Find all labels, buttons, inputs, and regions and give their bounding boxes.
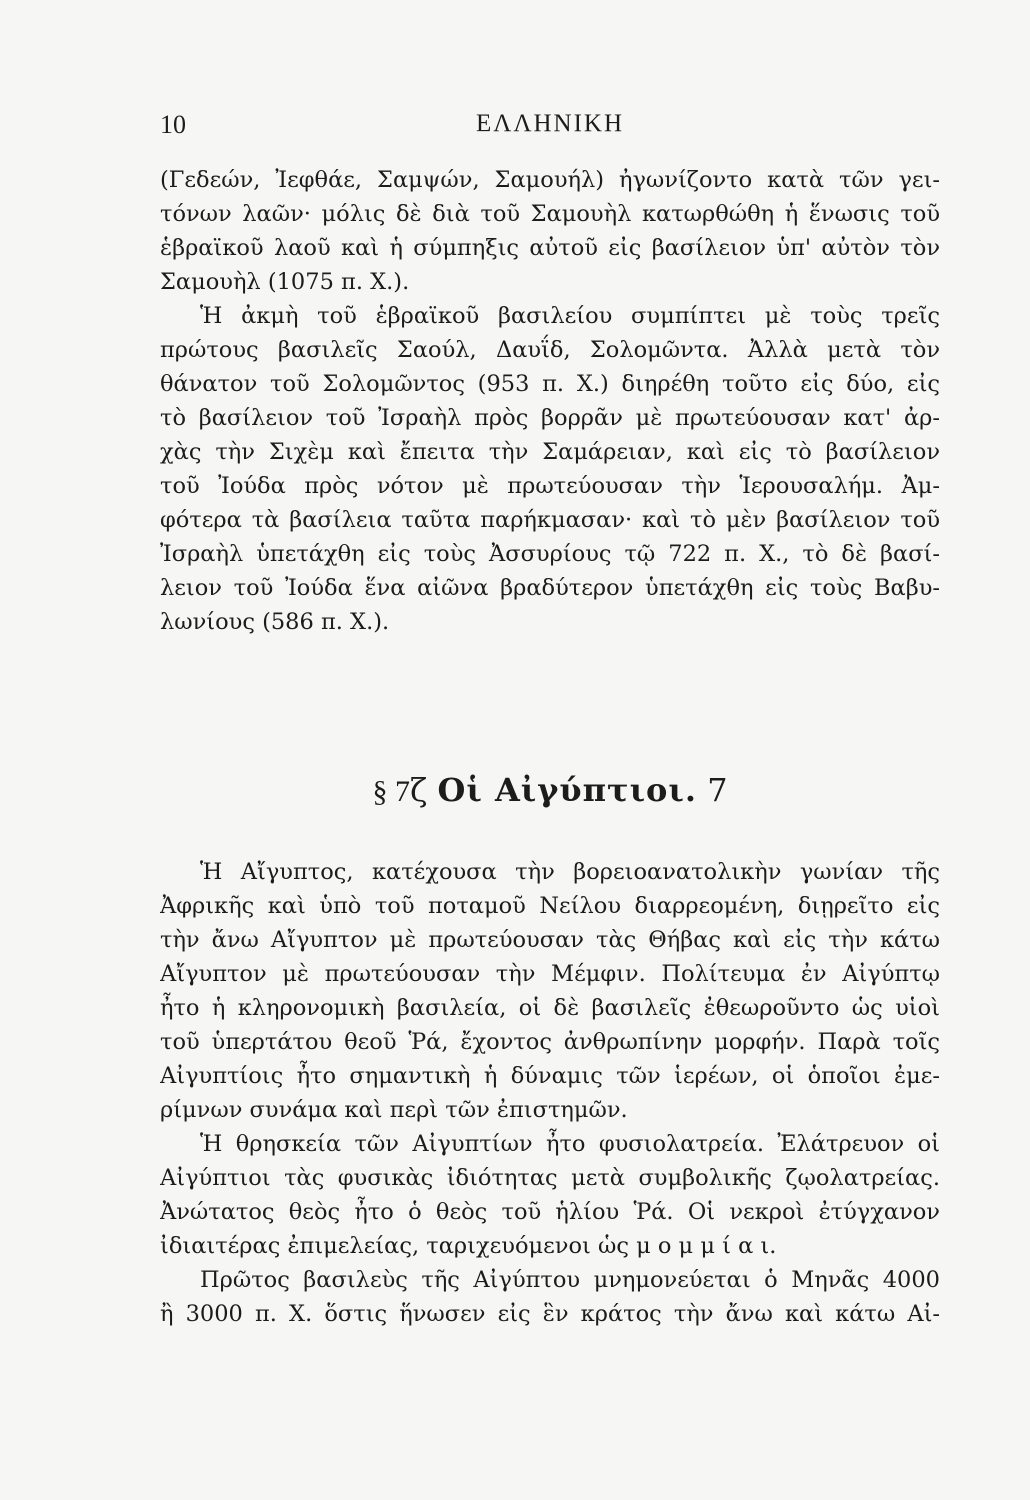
text-line: τόνων λαῶν· μόλις δὲ διὰ τοῦ Σαμουὴλ κατωρθώθη ἡ ἕνωσις τοῦ	[160, 201, 940, 227]
paragraph-2	[160, 299, 940, 639]
text-line: Ἡ Αἴγυπτος, κατέχουσα τὴν βορειοανατολικὴν γωνίαν τῆς	[200, 859, 940, 885]
text-line: λειον τοῦ Ἰούδα ἕνα αἰῶνα βραδύτερον ὑπετάχθη εἰς τοὺς Βαβυ-	[160, 575, 940, 601]
page-header	[160, 110, 940, 150]
text-line: Ἡ ἀκμὴ τοῦ ἑβραϊκοῦ βασιλείου συμπίπτει μὲ τοὺς τρεῖς	[200, 303, 940, 329]
text-line: ἑβραϊκοῦ λαοῦ καὶ ἡ σύμπηξις αὐτοῦ εἰς βασίλειον ὑπ' αὐτὸν τὸν	[160, 235, 940, 261]
pencil-mark-left: ζ	[409, 771, 428, 809]
text-line: ἰδιαιτέρας ἐπιμελείας, ταριχευόμενοι ὡς μ ο μ μ ί α ι.	[160, 1233, 777, 1259]
text-line: τοῦ ὑπερτάτου θεοῦ Ῥά, ἔχοντος ἀνθρωπίνην μορφήν. Παρὰ τοῖς	[160, 1029, 940, 1055]
text-line: Ἀνώτατος θεὸς ἦτο ὁ θεὸς τοῦ ἡλίου Ῥά. Οἱ νεκροὶ ἐτύγχανον	[160, 1199, 940, 1225]
text-line: λωνίους (586 π. Χ.).	[160, 609, 390, 635]
section-title: Οἱ Αἰγύπτιοι.	[437, 771, 698, 809]
text-line: Ἀφρικῆς καὶ ὑπὸ τοῦ ποταμοῦ Νείλου διαρρεομένη, διῃρεῖτο εἰς	[160, 893, 940, 919]
text-line: φότερα τὰ βασίλεια ταῦτα παρήκμασαν· καὶ τὸ μὲν βασίλειον τοῦ	[160, 507, 940, 533]
text-line: θάνατον τοῦ Σολομῶντος (953 π. Χ.) διηρέθη τοῦτο εἰς δύο, εἰς	[160, 371, 940, 397]
text-line: (Γεδεών, Ἰεφθάε, Σαμψών, Σαμουήλ) ἠγωνίζοντο κατὰ τῶν γει-	[160, 167, 940, 193]
text-line: Αἰγύπτιοι τὰς φυσικὰς ἰδιότητας μετὰ συμβολικῆς ζῳολατρείας.	[160, 1165, 940, 1191]
paragraph-3	[160, 855, 940, 1127]
text-line: ἦτο ἡ κληρονομικὴ βασιλεία, οἱ δὲ βασιλεῖς ἐθεωροῦντο ὡς υἱοὶ	[160, 995, 940, 1021]
pencil-mark-right: 7	[707, 771, 728, 809]
text-line: ρίμνων συνάμα καὶ περὶ τῶν ἐπιστημῶν.	[160, 1097, 628, 1123]
paragraph-1	[160, 163, 940, 299]
text-line: Πρῶτος βασιλεὺς τῆς Αἰγύπτου μνημονεύεται ὁ Μηνᾶς 4000	[200, 1267, 940, 1293]
section-heading	[160, 768, 940, 812]
text-line: Ἡ θρησκεία τῶν Αἰγυπτίων ἦτο φυσιολατρεία. Ἐλάτρευον οἱ	[200, 1131, 940, 1157]
text-line: τὴν ἄνω Αἴγυπτον μὲ πρωτεύουσαν τὰς Θήβας καὶ εἰς τὴν κάτω	[160, 927, 940, 953]
text-line: πρώτους βασιλεῖς Σαούλ, Δαυΐδ, Σολομῶντα. Ἀλλὰ μετὰ τὸν	[160, 337, 940, 363]
section-symbol: § 7	[372, 775, 410, 808]
text-line: χὰς τὴν Σιχὲμ καὶ ἔπειτα τὴν Σαμάρειαν, καὶ εἰς τὸ βασίλειον	[160, 439, 940, 465]
page-number: 10	[160, 110, 186, 139]
paragraph-4	[160, 1127, 940, 1263]
text-line: Αἴγυπτον μὲ πρωτεύουσαν τὴν Μέμφιν. Πολίτευμα ἐν Αἰγύπτῳ	[160, 961, 940, 987]
running-head: ΕΛΛΗΝΙΚΗ	[475, 110, 625, 137]
paragraph-5	[160, 1263, 940, 1331]
text-line: Ἰσραὴλ ὑπετάχθη εἰς τοὺς Ἀσσυρίους τῷ 722 π. Χ., τὸ δὲ βασί-	[160, 541, 940, 567]
text-line: ἢ 3000 π. Χ. ὅστις ἥνωσεν εἰς ἓν κράτος τὴν ἄνω καὶ κάτω Αἰ-	[160, 1301, 940, 1327]
text-line: τὸ βασίλειον τοῦ Ἰσραὴλ πρὸς βορρᾶν μὲ πρωτεύουσαν κατ' ἀρ-	[160, 405, 940, 431]
text-line: Αἰγυπτίοις ἦτο σημαντικὴ ἡ δύναμις τῶν ἱερέων, οἱ ὁποῖοι ἐμε-	[160, 1063, 940, 1089]
text-line: τοῦ Ἰούδα πρὸς νότον μὲ πρωτεύουσαν τὴν Ἱερουσαλήμ. Ἀμ-	[160, 473, 940, 499]
text-line: Σαμουὴλ (1075 π. Χ.).	[160, 269, 410, 295]
